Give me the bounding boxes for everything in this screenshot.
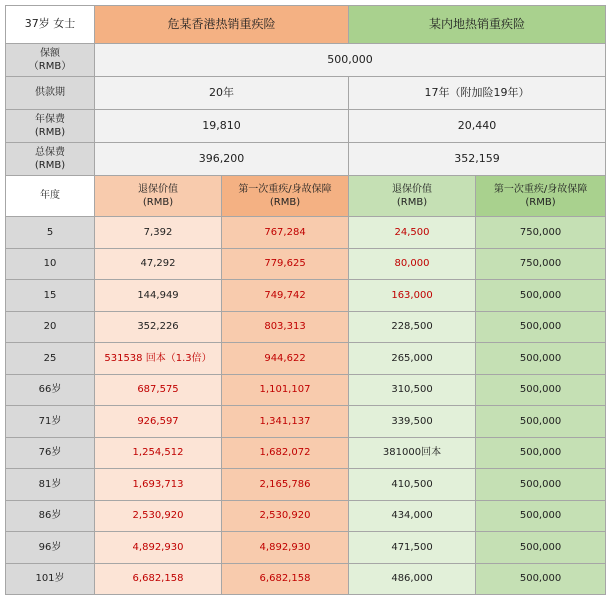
hk-cover-value: 767,284 [222, 217, 349, 249]
cn-cover-value: 500,000 [476, 343, 606, 375]
table-row [6, 437, 606, 469]
age-gender-label: 37岁 女士 [6, 6, 95, 44]
cn-cover-value: 500,000 [476, 406, 606, 438]
cn-surrender-header-line1: 退保价值 [392, 183, 433, 195]
annual-premium-label-line1: 年保费 [35, 113, 65, 125]
payment-term-row [6, 77, 606, 110]
table-row [6, 217, 606, 249]
row-year: 96岁 [6, 532, 95, 564]
cn-cover-value: 750,000 [476, 217, 606, 249]
cn-surrender-value: 471,500 [349, 532, 476, 564]
table-row [6, 500, 606, 532]
cn-cover-value: 500,000 [476, 437, 606, 469]
cn-surrender-value: 228,500 [349, 311, 476, 343]
hk-surrender-value: 926,597 [95, 406, 222, 438]
hk-surrender-value: 6,682,158 [95, 563, 222, 595]
table-row [6, 532, 606, 564]
hk-cover-value: 1,341,137 [222, 406, 349, 438]
payment-term-label: 供款期 [6, 77, 95, 110]
hk-surrender-value: 531538 回本（1.3倍） [95, 343, 222, 375]
cn-cover-header-line2: (RMB) [525, 197, 556, 208]
cn-cover-value: 500,000 [476, 532, 606, 564]
table-row [6, 343, 606, 375]
table-row [6, 406, 606, 438]
hk-surrender-value: 144,949 [95, 280, 222, 312]
cn-cover-value: 500,000 [476, 280, 606, 312]
cn-surrender-value: 310,500 [349, 374, 476, 406]
row-year: 66岁 [6, 374, 95, 406]
hk-surrender-value: 1,254,512 [95, 437, 222, 469]
cn-surrender-value: 163,000 [349, 280, 476, 312]
cn-surrender-value: 265,000 [349, 343, 476, 375]
hk-cover-value: 1,101,107 [222, 374, 349, 406]
total-premium-label-line2: (RMB) [34, 160, 66, 171]
cn-surrender-header-line2: (RMB) [396, 197, 428, 208]
sum-insured-label-line2: （RMB） [28, 61, 72, 72]
cn-cover-value: 500,000 [476, 500, 606, 532]
annual-premium-row [6, 110, 606, 143]
hk-cover-value: 2,530,920 [222, 500, 349, 532]
table-row [6, 280, 606, 312]
sum-insured-label-line1: 保额 [40, 47, 60, 59]
hk-cover-header-line2: (RMB) [269, 197, 301, 208]
hk-total-premium: 396,200 [95, 143, 349, 176]
cn-surrender-value: 339,500 [349, 406, 476, 438]
annual-premium-label [6, 110, 95, 143]
cn-total-premium: 352,159 [349, 143, 606, 176]
row-year: 86岁 [6, 500, 95, 532]
table-header-row [6, 6, 606, 44]
cn-plan-title: 某内地热销重疾险 [349, 6, 606, 44]
cn-surrender-value: 24,500 [349, 217, 476, 249]
row-year: 10 [6, 248, 95, 280]
sum-insured-value: 500,000 [95, 44, 606, 77]
hk-cover-value: 4,892,930 [222, 532, 349, 564]
hk-cover-value: 944,622 [222, 343, 349, 375]
hk-annual-premium: 19,810 [95, 110, 349, 143]
cn-cover-header-line1: 第一次重疾/身故保障 [493, 183, 588, 195]
cn-surrender-value: 381000回本 [349, 437, 476, 469]
total-premium-label-line1: 总保费 [35, 146, 65, 158]
row-year: 71岁 [6, 406, 95, 438]
hk-cover-value: 1,682,072 [222, 437, 349, 469]
hk-cover-value: 6,682,158 [222, 563, 349, 595]
hk-cover-value: 803,313 [222, 311, 349, 343]
cn-annual-premium: 20,440 [349, 110, 606, 143]
hk-payment-term: 20年 [95, 77, 349, 110]
sum-insured-label [6, 44, 95, 77]
year-column-header: 年度 [6, 176, 95, 217]
table-row [6, 311, 606, 343]
cn-cover-header [476, 176, 606, 217]
column-header-row [6, 176, 606, 217]
cn-surrender-value: 434,000 [349, 500, 476, 532]
hk-cover-header [222, 176, 349, 217]
annual-premium-label-line2: (RMB) [34, 127, 66, 138]
hk-surrender-value: 47,292 [95, 248, 222, 280]
hk-surrender-header [95, 176, 222, 217]
row-year: 25 [6, 343, 95, 375]
cn-cover-value: 500,000 [476, 311, 606, 343]
cn-payment-term: 17年（附加险19年） [349, 77, 606, 110]
hk-surrender-value: 7,392 [95, 217, 222, 249]
row-year: 15 [6, 280, 95, 312]
cn-cover-value: 500,000 [476, 374, 606, 406]
hk-cover-value: 2,165,786 [222, 469, 349, 501]
cn-cover-value: 500,000 [476, 469, 606, 501]
table-row [6, 374, 606, 406]
row-year: 101岁 [6, 563, 95, 595]
hk-surrender-header-line1: 退保价值 [138, 183, 178, 195]
row-year: 81岁 [6, 469, 95, 501]
hk-surrender-value: 1,693,713 [95, 469, 222, 501]
hk-cover-value: 779,625 [222, 248, 349, 280]
table-row [6, 248, 606, 280]
comparison-table [5, 5, 606, 595]
hk-surrender-header-line2: (RMB) [142, 197, 174, 208]
hk-plan-title: 危某香港热销重疾险 [95, 6, 349, 44]
hk-surrender-value: 4,892,930 [95, 532, 222, 564]
table-row [6, 563, 606, 595]
hk-surrender-value: 687,575 [95, 374, 222, 406]
hk-cover-header-line1: 第一次重疾/身故保障 [238, 183, 332, 195]
row-year: 76岁 [6, 437, 95, 469]
hk-cover-value: 749,742 [222, 280, 349, 312]
cn-surrender-header [349, 176, 476, 217]
cn-cover-value: 500,000 [476, 563, 606, 595]
hk-surrender-value: 352,226 [95, 311, 222, 343]
row-year: 20 [6, 311, 95, 343]
total-premium-row [6, 143, 606, 176]
cn-surrender-value: 486,000 [349, 563, 476, 595]
hk-surrender-value: 2,530,920 [95, 500, 222, 532]
cn-surrender-value: 80,000 [349, 248, 476, 280]
table-row [6, 469, 606, 501]
row-year: 5 [6, 217, 95, 249]
cn-cover-value: 750,000 [476, 248, 606, 280]
cn-surrender-value: 410,500 [349, 469, 476, 501]
sum-insured-row [6, 44, 606, 77]
total-premium-label [6, 143, 95, 176]
